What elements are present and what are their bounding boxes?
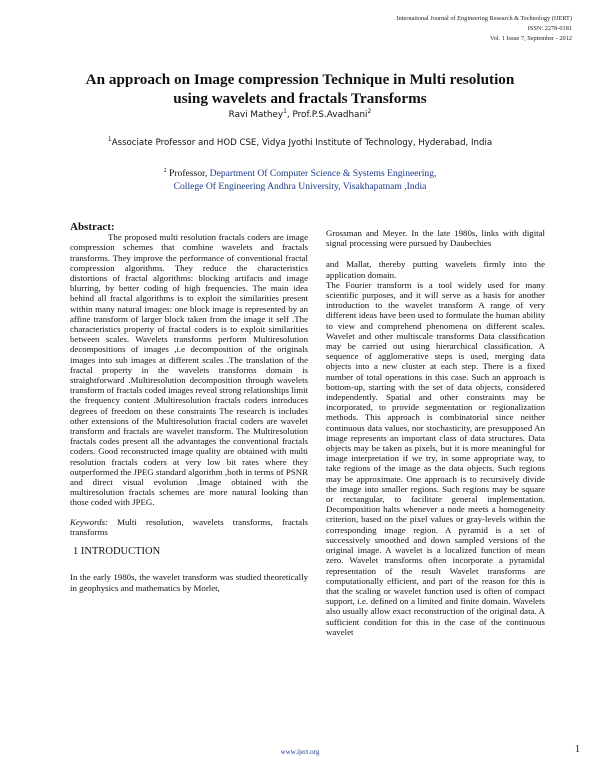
affiliation-2 [0, 165, 600, 193]
right-para-3: The Fourier transform is a tool widely used for many scientific purposes, and it will serve as a basis for another introduction to the wavelet transform A range of very different ideas have been used to formulate the human ability to view and comprehend phenomena on different scales. Wavelet and other multiscale transforms Data classification may be carried out using hierarchical classification. A sequence of agglomerative steps is used, merging data objects into a new cluster at each step. There is a fixed number of total operations in this case. Such an approach is bottom-up, starting with the set of data objects, considered independently. Spatial and other constraints may be incorporated, to provide segmentation or regionalization methods. This approach is combinatorial since neither continuous data values, nor stochasticity, are presupposed An image represents an important class of data structures. Data objects may be taken as pixels, but it is more meaningful for image interpretation if we try, in some appropriate way, to take regions of the image as the data objects. Such regions may be approximate. One approach is to recursively divide the image into smaller regions. Such regions may be square or rectangular, to facilitate general implementation. Decomposition halts whenever a node meets a homogeneity criterion, based on the pixel values or gray-levels within the corresponding image region. A pyramid is a set of successively smoothed and down sampled versions of the original image. A wavelet is a localized function of mean zero. Wavelet transforms often incorporate a pyramidal representation of the result Wavelet transforms are computationally efficient, and part of the reason for this is that the scaling or wavelet function used is often of compact support, i.e. defined on a limited and finite domain. Wavelets also usually allow exact reconstruction of the original data. A sufficient condition for this in the case of the continuous wavelet [326, 279, 545, 637]
title-line-1: An approach on Image compression Technique in Multi resolution [85, 71, 515, 88]
author-2-sup: 2 [367, 108, 372, 115]
keywords [70, 517, 308, 537]
affiliation-1 [0, 136, 600, 148]
author-2: Prof.P.S.Avadhani [292, 110, 368, 120]
keywords-text: Multi resolution, wavelets transforms, fractals transforms [70, 516, 308, 537]
intro-heading: 1 INTRODUCTION [73, 546, 161, 558]
title-line-2: using wavelets and fractals Transforms [173, 90, 427, 107]
affiliation-1-text: Associate Professor and HOD CSE, Vidya Jyothi Institute of Technology, Hyderabad, India [111, 138, 493, 148]
author-1: Ravi Mathey [228, 110, 284, 120]
affiliation-2-prefix: Professor, [166, 168, 210, 179]
journal-name: International Journal of Engineering Research & Technology (IJERT) [396, 15, 572, 22]
abstract-body: The proposed multi resolution fractals coders are image compression schemes that combine wavelets and fractals transforms. They improve the performance of conventional fractal compression algorithms. They reduce the characteristics distortions of fractal algorithms: blocking artifacts and image blurring, by better coding of high frequencies. The main idea behind all fractal algorithms is to exploit the similarities present within many natural images: one block image is represented by an affine transform of larger block taken from the image it self .The characteristics property of fractal coders is to exploit similarities between scales. Wavelets transforms perform Multiresolution decompositions of images ,i.e decomposition of the originals images into sub images at different scales .The translation of the fractal property in the wavelets transforms domain is straightforward .Multiresolution decomposition through wavelets transform of fractals coded images reveal strong relationships limit the frequency content .Multiresolution fractals coders introduces degrees of freedom on these constraints The research is includes other extensions of the Multiresolution fractal coders are wavelet transform and fractals are wavelet transform. The Multiresolution fractals codes present all the advantages the conventional fractals coders. Good reconstructed image quality are obtained with multi resolution fractals coders at very low bit rates where they outperformed the JPEG standard algorithm ,both in terms of PSNR and direct visual evolution .Image obtained with the multiresolution fractals schemes are more natural looking than those coded with JPEG. [70, 232, 308, 508]
journal-volume: Vol. 1 Issue 7, September - 2012 [489, 35, 572, 42]
author-1-sup: 1 [283, 108, 287, 115]
page-number: 1 [575, 744, 580, 755]
intro-paragraph: In the early 1980s, the wavelet transform was studied theoretically in geophysics and mathematics by Morlet, [70, 572, 308, 593]
right-para-1: Grossman and Meyer. In the late 1980s, links with digital signal processing were pursued by Daubechies [326, 228, 545, 249]
affiliation-2-dept: Department Of Computer Science & Systems Engineering, [209, 168, 437, 179]
author-list [0, 108, 600, 120]
keywords-label: Keywords: [70, 516, 108, 527]
abstract-heading: Abstract: [70, 221, 115, 233]
author-separator: , [286, 110, 293, 120]
journal-issn: ISSN: 2278-0181 [527, 25, 572, 32]
right-para-2: and Mallat, thereby putting wavelets firmly into the application domain. [326, 259, 545, 280]
journal-header [397, 14, 573, 44]
affiliation-2-sup: 2 [163, 168, 167, 174]
left-column [70, 222, 308, 593]
affiliation-1-sup: 1 [107, 136, 112, 143]
footer-url[interactable]: www.ijert.org [280, 748, 320, 756]
right-column [326, 228, 545, 637]
affiliation-2-college: College Of Engineering Andhra University, Visakhapatnam ,India [173, 181, 427, 192]
paper-title [40, 70, 560, 108]
